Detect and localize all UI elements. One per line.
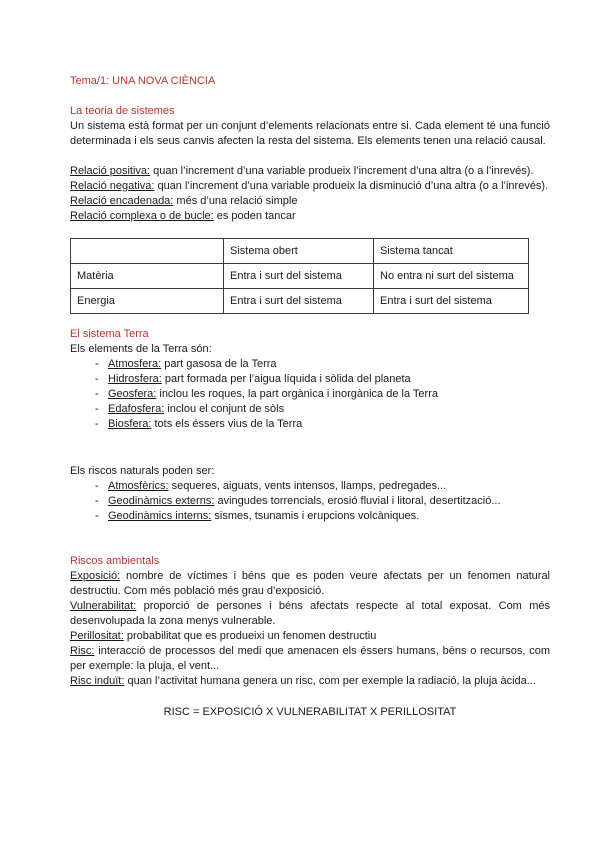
definition-term: Perillositat:: [70, 630, 124, 642]
list-item-term: Biosfera:: [108, 418, 152, 430]
relation-line: [70, 164, 550, 179]
definition-text: quan l’activitat humana genera un risc, com per exemple la radiació, la pluja àcida...: [124, 675, 536, 687]
list-item: [70, 387, 550, 402]
table-cell: No entra ni surt del sistema: [374, 264, 529, 289]
list-item-body: [108, 479, 446, 494]
spacer: [70, 689, 550, 705]
table-cell: Entra i surt del sistema: [224, 289, 374, 314]
list-item-term: Geosfera:: [108, 388, 157, 400]
definition-paragraph: [70, 599, 550, 629]
list-item-body: [108, 494, 501, 509]
table-cell: Entra i surt del sistema: [374, 289, 529, 314]
list-item-body: [108, 387, 438, 402]
list-item-text: tots els éssers vius de la Terra: [151, 418, 303, 430]
spacer: [70, 314, 550, 327]
document-content: [70, 74, 550, 720]
risk-formula: RISC = EXPOSICIÓ X VULNERABILITAT X PERILLOSITAT: [163, 706, 457, 718]
table-cell: Entra i surt del sistema: [224, 264, 374, 289]
section-heading-earth-system: El sistema Terra: [70, 328, 149, 340]
bullet-dash: -: [95, 418, 99, 430]
definition-term: Exposició:: [70, 570, 121, 582]
list-item: [70, 372, 550, 387]
section-heading-systems-theory: La teoria de sistemes: [70, 105, 175, 117]
definition-text: nombre de víctimes i béns que es poden veure afectats per un fenomen natural destructiu. Com més població més grau d’exposició.: [70, 570, 550, 597]
list-item-body: [108, 357, 277, 372]
definition-paragraph: [70, 644, 550, 674]
list-item-term: Edafosfera:: [108, 403, 165, 415]
list-item-text: part formada per l’aigua líquida i sòlida del planeta: [161, 373, 411, 385]
bullet-dash: -: [95, 358, 99, 370]
table-col-header-open: Sistema obert: [224, 239, 374, 264]
table-row: [71, 289, 529, 314]
list-item: [70, 357, 550, 372]
spacer: [70, 224, 550, 238]
table-row: [71, 264, 529, 289]
relation-term: Relació complexa o de bucle:: [70, 210, 214, 222]
relation-line: [70, 194, 550, 209]
definition-text: interacció de processos del medi que amenacen els éssers humans, béns o recursos, com per exemple: la pluja, el vent...: [70, 645, 550, 672]
relation-text: quan l’increment d’una variable produeix l’increment d’una altra (o a l’inrevés).: [150, 165, 534, 177]
list-item-term: Geodinàmics interns:: [108, 510, 212, 522]
bullet-dash: -: [95, 388, 99, 400]
spacer: [70, 432, 550, 464]
definition-term: Risc induït:: [70, 675, 125, 687]
bullet-dash: -: [95, 495, 99, 507]
definition-paragraph: [70, 674, 550, 689]
table-header-row: [71, 239, 529, 264]
table-row-label: Energia: [71, 289, 224, 314]
systems-theory-paragraph: Un sistema està format per un conjunt d’elements relacionats entre si. Cada element té una funció determinada i els seus canvis afecten la resta del sistema. Els elements tenen una relació causal.: [70, 120, 550, 147]
list-item-text: avingudes torrencials, erosió fluvial i litoral, desertització...: [214, 495, 501, 507]
bullet-dash: -: [95, 403, 99, 415]
relation-term: Relació encadenada:: [70, 195, 174, 207]
section-heading-environmental-risks: Riscos ambientals: [70, 555, 160, 567]
relation-line: [70, 179, 550, 194]
environmental-risks-definitions: [70, 569, 550, 689]
bullet-dash: -: [95, 510, 99, 522]
definition-paragraph: [70, 629, 550, 644]
list-item-body: [108, 509, 419, 524]
definition-text: proporció de persones i béns afectats respecte al total exposat. Com més desenvolupada la zona menys vulnerable.: [70, 600, 550, 627]
list-item: [70, 479, 550, 494]
definition-term: Risc:: [70, 645, 95, 657]
list-item: [70, 494, 550, 509]
relation-text: més d’una relació simple: [173, 195, 298, 207]
list-item: [70, 509, 550, 524]
page-title: Tema/1: UNA NOVA CIÈNCIA: [70, 75, 216, 87]
relation-text: es poden tancar: [213, 210, 296, 222]
spacer: [70, 524, 550, 554]
relations-list: [70, 164, 550, 224]
list-item-text: inclou el conjunt de sòls: [164, 403, 285, 415]
bullet-dash: -: [95, 480, 99, 492]
earth-system-intro: Els elements de la Terra són:: [70, 343, 212, 355]
list-item-body: [108, 372, 411, 387]
earth-elements-list: [70, 357, 550, 432]
natural-risks-list: [70, 479, 550, 524]
natural-risks-intro: Els riscos naturals poden ser:: [70, 465, 215, 477]
table-cell-empty: [71, 239, 224, 264]
systems-comparison-table: [70, 238, 529, 314]
list-item-text: sequeres, aiguats, vents intensos, llamps, pedregades...: [168, 480, 447, 492]
definition-paragraph: [70, 569, 550, 599]
list-item-body: [108, 417, 302, 432]
list-item: [70, 417, 550, 432]
list-item-body: [108, 402, 284, 417]
list-item-text: inclou les roques, la part orgànica i inorgànica de la Terra: [156, 388, 438, 400]
list-item-term: Hidrosfera:: [108, 373, 162, 385]
definition-term: Vulnerabilitat:: [70, 600, 137, 612]
list-item-term: Atmosfera:: [108, 358, 162, 370]
relation-line: [70, 209, 550, 224]
list-item-text: sismes, tsunamis i erupcions volcàniques.: [211, 510, 420, 522]
definition-text: probabilitat que es produeixi un fenomen destructiu: [123, 630, 377, 642]
table-row-label: Matèria: [71, 264, 224, 289]
list-item-text: part gasosa de la Terra: [161, 358, 277, 370]
relation-term: Relació positiva:: [70, 165, 151, 177]
relation-text: quan l’increment d’una variable produeix la disminució d’una altra (o a l’inrevés).: [154, 180, 549, 192]
bullet-dash: -: [95, 373, 99, 385]
list-item-term: Geodinàmics externs:: [108, 495, 215, 507]
spacer: [70, 149, 550, 164]
relation-term: Relació negativa:: [70, 180, 155, 192]
table-col-header-closed: Sistema tancat: [374, 239, 529, 264]
list-item: [70, 402, 550, 417]
list-item-term: Atmosfèrics:: [108, 480, 169, 492]
